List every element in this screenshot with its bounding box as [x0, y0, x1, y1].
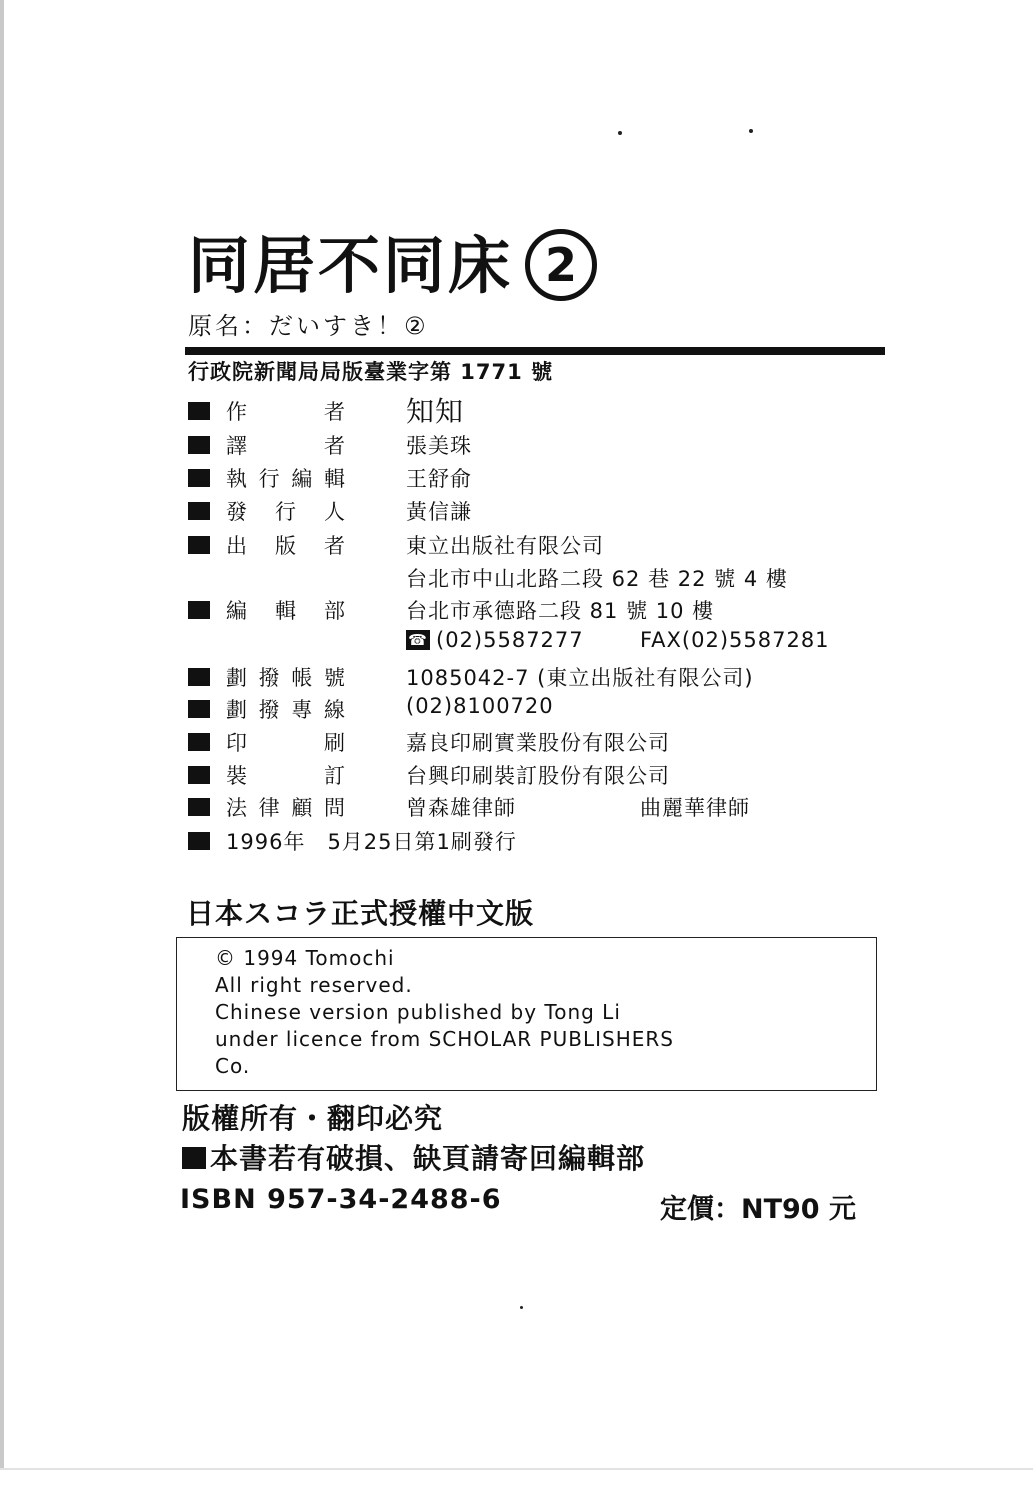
bullet-square: [188, 502, 210, 520]
bullet-square: [182, 1147, 206, 1169]
phone-line: [406, 628, 584, 652]
bullet-square: [188, 536, 210, 554]
telephone-icon: ☎: [406, 630, 430, 650]
price: 定價：NT90 元: [660, 1194, 856, 1225]
book-title-text: 同居不同床: [188, 229, 514, 302]
credit-value: 台北市承德路二段 81 號 10 樓: [406, 599, 715, 623]
copyright-line: © 1994 Tomochi: [215, 946, 395, 970]
credit-label: 編 輯 部: [226, 599, 346, 623]
credit-label: 作 者: [226, 400, 346, 424]
credit-value: 知知: [406, 395, 465, 428]
isbn: ISBN 957-34-2488-6: [180, 1184, 502, 1215]
original-title: 原名：だいすき！②: [188, 312, 429, 340]
page-edge-left: [0, 0, 4, 1470]
credit-value: (02)8100720: [406, 694, 554, 718]
bullet-square: [188, 832, 210, 850]
credit-label: 劃撥帳號: [226, 666, 346, 690]
copyright-line: under licence from SCHOLAR PUBLISHERS: [215, 1027, 674, 1051]
copyright-line: All right reserved.: [215, 973, 413, 997]
bullet-square: [188, 766, 210, 784]
credit-label: 印 刷: [226, 731, 346, 755]
scan-speck: [618, 131, 622, 135]
credit-label: 譯 者: [226, 434, 346, 458]
publisher-address: 台北市中山北路二段 62 巷 22 號 4 樓: [406, 567, 788, 591]
credit-label: 發 行 人: [226, 500, 346, 524]
bullet-square: [188, 668, 210, 686]
bullet-square: [188, 469, 210, 487]
bullet-square: [188, 798, 210, 816]
credit-value: 1085042-7 (東立出版社有限公司): [406, 666, 754, 690]
credit-value: 台興印刷裝訂股份有限公司: [406, 764, 670, 788]
copyright-box: [176, 937, 877, 1091]
page-edge-bottom: [0, 1468, 1033, 1470]
volume-number: 2: [525, 229, 597, 301]
damage-notice-text: 本書若有破損、缺頁請寄回編輯部: [210, 1142, 646, 1175]
credit-label: 出 版 者: [226, 534, 346, 558]
rights-reserved: 版權所有・翻印必究: [182, 1102, 444, 1135]
credit-value: 東立出版社有限公司: [406, 534, 604, 558]
credit-value: 黃信謙: [406, 500, 472, 524]
credit-value-secondary: 曲麗華律師: [640, 796, 750, 820]
fax-number: FAX(02)5587281: [640, 628, 830, 652]
copyright-line: Chinese version published by Tong Li: [215, 1000, 621, 1024]
bullet-square: [188, 700, 210, 718]
bullet-square: [188, 436, 210, 454]
license-number: 行政院新聞局局版臺業字第 1771 號: [188, 360, 554, 384]
credit-value: 張美珠: [406, 434, 472, 458]
damage-notice: [182, 1137, 645, 1177]
credit-label: 裝 訂: [226, 764, 346, 788]
credit-label: 法律顧問: [226, 796, 346, 820]
authorization-line: 日本スコラ正式授權中文版: [186, 897, 535, 930]
phone-number: (02)5587277: [436, 628, 584, 652]
credit-value: 王舒俞: [406, 467, 472, 491]
credit-label: 執行編輯: [226, 467, 346, 491]
credit-value: 曾森雄律師: [406, 796, 516, 820]
edition-date: 1996年 5月25日第1刷發行: [226, 830, 517, 854]
credit-value: 嘉良印刷實業股份有限公司: [406, 731, 670, 755]
scan-speck: [749, 129, 753, 133]
credit-label: 劃撥專線: [226, 698, 346, 722]
bullet-square: [188, 733, 210, 751]
book-title: [188, 226, 597, 306]
scan-speck: [520, 1306, 523, 1309]
bullet-square: [188, 601, 210, 619]
title-rule: [185, 347, 885, 355]
bullet-square: [188, 402, 210, 420]
copyright-line: Co.: [215, 1054, 251, 1078]
